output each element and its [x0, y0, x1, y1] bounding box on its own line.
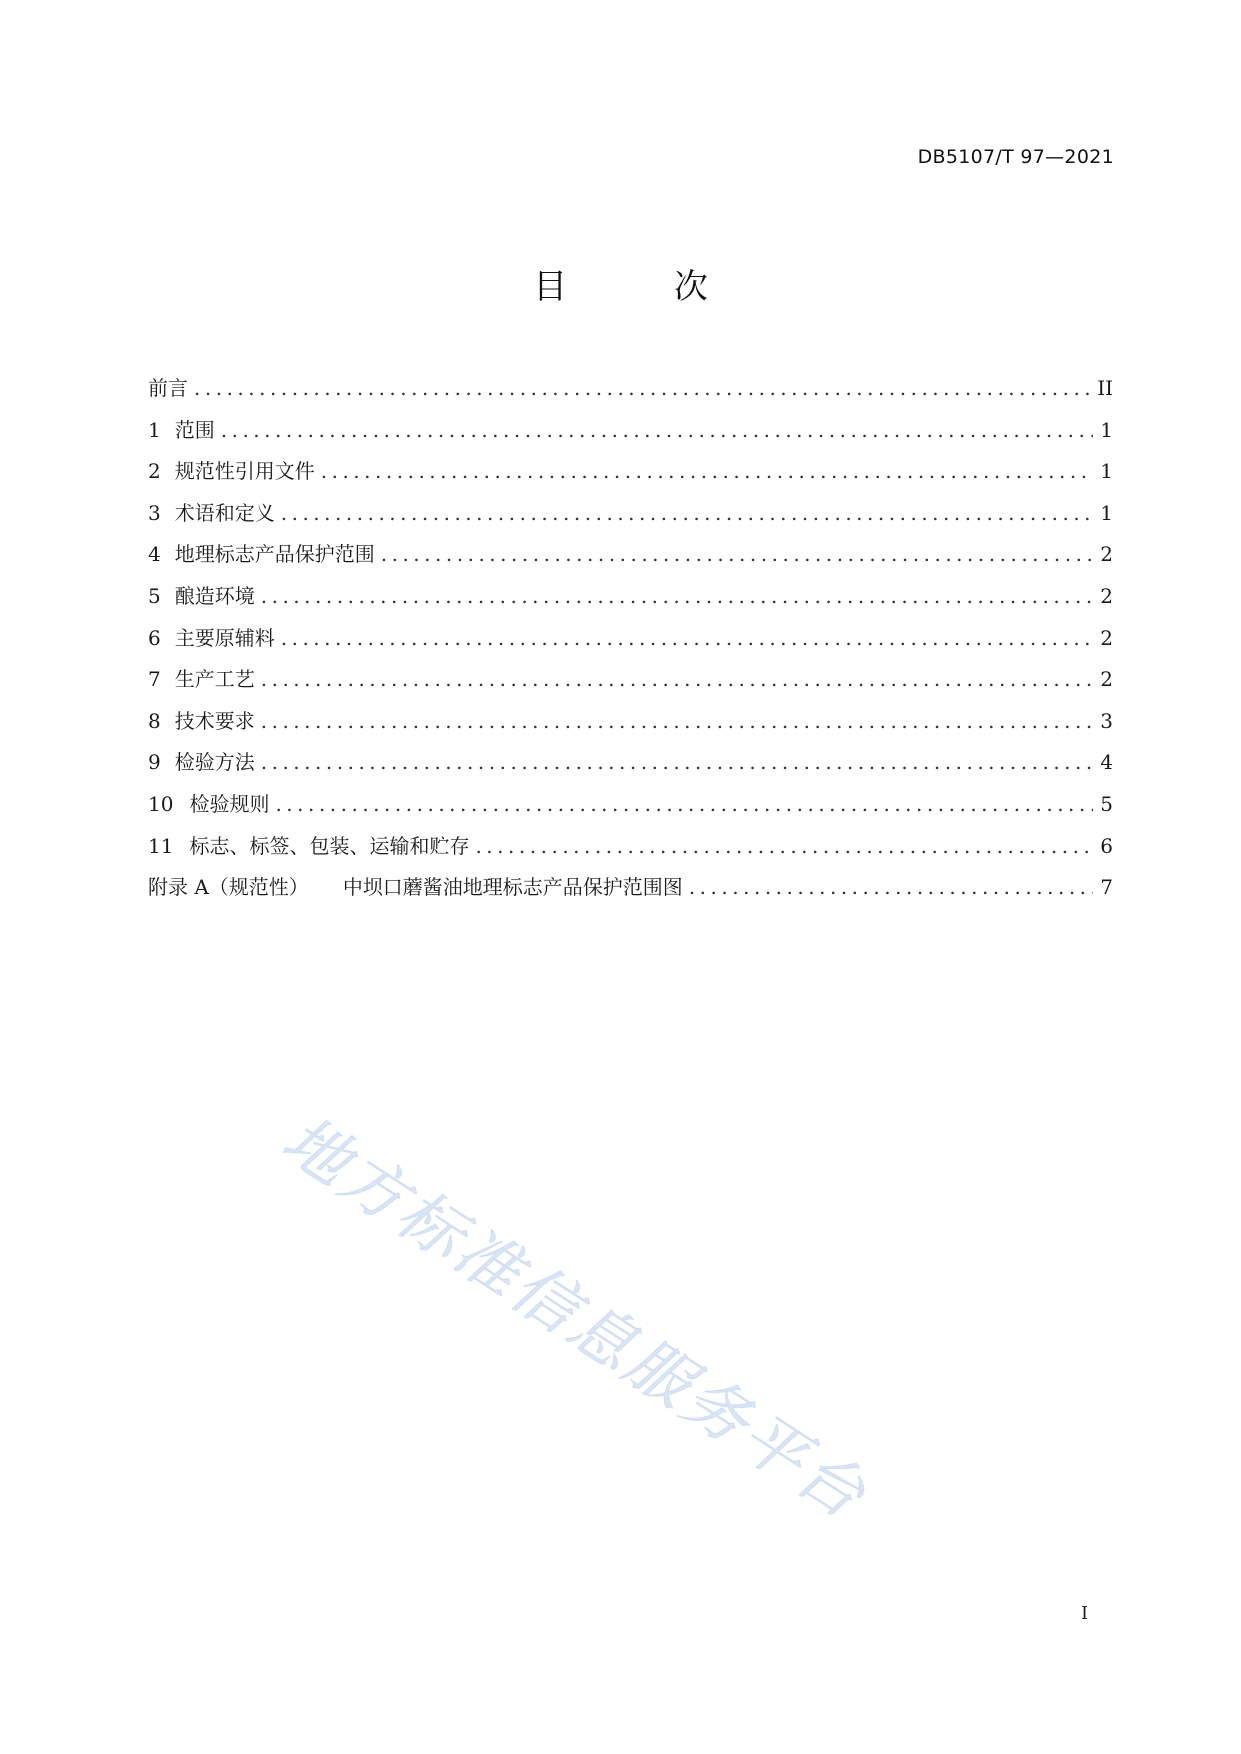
- toc-entry-label: 技术要求: [174, 708, 255, 733]
- toc-leader-dots: [261, 709, 1093, 733]
- toc-entry-page: 4: [1100, 750, 1113, 775]
- toc-entry-page: 2: [1100, 625, 1113, 650]
- toc-leader-dots: [261, 584, 1093, 608]
- toc-entry-label: 检验方法: [174, 750, 255, 775]
- toc-entry-label: 检验规则: [189, 791, 270, 816]
- toc-entry-page: 6: [1100, 833, 1113, 858]
- toc-leader-dots: [194, 376, 1091, 400]
- toc-entry-5[interactable]: [148, 580, 1113, 622]
- toc-entry-page: 7: [1100, 875, 1113, 900]
- toc-entry-number: 8: [148, 708, 161, 733]
- toc-leader-dots: [281, 626, 1093, 650]
- toc-leader-dots: [475, 834, 1093, 858]
- toc-entry-number: 1: [148, 417, 161, 442]
- toc-appendix-title: 中坝口蘑酱油地理标志产品保护范围图: [342, 875, 683, 900]
- watermark: 地方标准信息服务平台: [269, 1102, 881, 1535]
- toc-entry-page: 2: [1100, 583, 1113, 608]
- toc-entry-label: 标志、标签、包装、运输和贮存: [189, 833, 470, 858]
- toc-entry-6[interactable]: [148, 622, 1113, 664]
- toc-entry-9[interactable]: [148, 746, 1113, 788]
- toc-entry-page: 1: [1100, 459, 1113, 484]
- toc-entry-page: 1: [1100, 500, 1113, 525]
- toc-leader-dots: [689, 875, 1093, 899]
- page-number: I: [1081, 1603, 1089, 1624]
- table-of-contents: [148, 372, 1113, 913]
- toc-leader-dots: [321, 459, 1093, 483]
- toc-entry-label: 范围: [174, 417, 215, 442]
- toc-entry-10[interactable]: [148, 788, 1113, 830]
- toc-entry-number: 11: [148, 833, 174, 858]
- doc-code: DB5107/T 97—2021: [917, 146, 1114, 168]
- toc-entry-label: 附录 A（规范性）: [148, 875, 309, 900]
- toc-entry-appendix-a[interactable]: [148, 871, 1113, 913]
- toc-entry-number: 6: [148, 625, 161, 650]
- toc-entry-page: 1: [1100, 417, 1113, 442]
- toc-entry-11[interactable]: [148, 830, 1113, 872]
- toc-entry-foreword[interactable]: [148, 372, 1113, 414]
- toc-entry-number: 4: [148, 542, 161, 567]
- toc-leader-dots: [381, 542, 1093, 566]
- toc-entry-1[interactable]: [148, 414, 1113, 456]
- toc-entry-8[interactable]: [148, 705, 1113, 747]
- toc-entry-page: 2: [1100, 542, 1113, 567]
- toc-entry-number: 3: [148, 500, 161, 525]
- toc-entry-2[interactable]: [148, 455, 1113, 497]
- toc-leader-dots: [221, 418, 1093, 442]
- toc-entry-label: 主要原辅料: [174, 625, 275, 650]
- toc-entry-7[interactable]: [148, 663, 1113, 705]
- toc-entry-page: 5: [1100, 791, 1113, 816]
- toc-entry-label: 规范性引用文件: [174, 459, 315, 484]
- toc-entry-page: 2: [1100, 667, 1113, 692]
- toc-entry-number: 7: [148, 667, 161, 692]
- toc-entry-number: 10: [148, 791, 174, 816]
- toc-leader-dots: [261, 667, 1093, 691]
- toc-entry-label: 生产工艺: [174, 667, 255, 692]
- toc-entry-3[interactable]: [148, 497, 1113, 539]
- toc-entry-4[interactable]: [148, 538, 1113, 580]
- toc-entry-number: 5: [148, 583, 161, 608]
- toc-entry-label: 术语和定义: [174, 500, 275, 525]
- toc-entry-page: 3: [1100, 708, 1113, 733]
- toc-entry-label: 前言: [148, 376, 188, 400]
- toc-entry-label: 地理标志产品保护范围: [174, 542, 375, 567]
- toc-entry-label: 酿造环境: [174, 583, 255, 608]
- toc-entry-page: II: [1097, 376, 1113, 400]
- toc-entry-number: 9: [148, 750, 161, 775]
- toc-leader-dots: [281, 501, 1093, 525]
- toc-entry-number: 2: [148, 459, 161, 484]
- toc-leader-dots: [275, 792, 1093, 816]
- page-title: 目 次: [533, 267, 756, 307]
- toc-leader-dots: [261, 750, 1093, 774]
